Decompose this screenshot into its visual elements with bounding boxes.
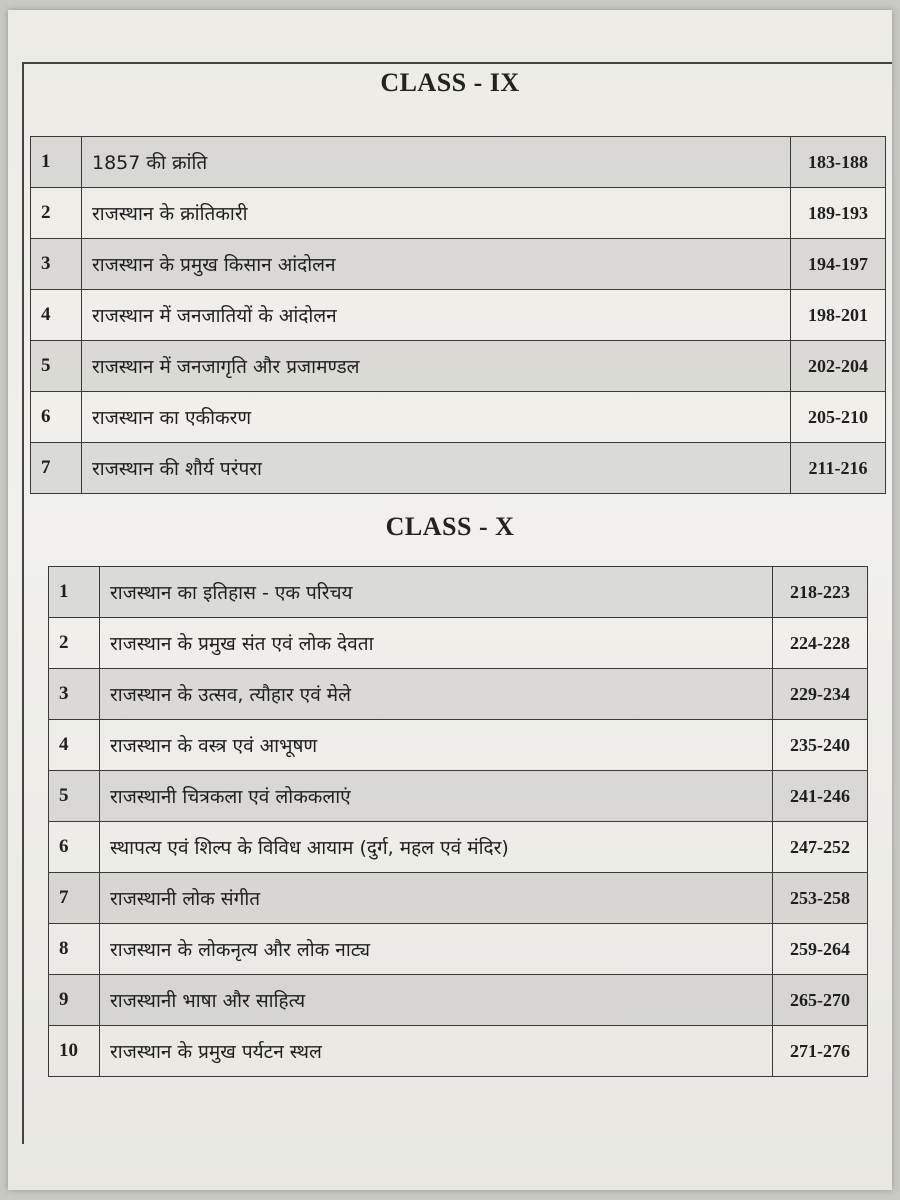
row-number: 6	[31, 392, 82, 443]
table-row	[31, 341, 886, 392]
class-x-table	[48, 566, 868, 1077]
table-row	[49, 669, 868, 720]
row-number: 7	[31, 443, 82, 494]
row-number: 1	[31, 137, 82, 188]
row-number: 2	[49, 618, 100, 669]
row-topic: राजस्थान का एकीकरण	[82, 392, 791, 443]
row-pages: 265-270	[773, 975, 868, 1026]
table-row	[49, 567, 868, 618]
row-number: 9	[49, 975, 100, 1026]
table-row	[31, 290, 886, 341]
row-pages: 241-246	[773, 771, 868, 822]
row-topic: राजस्थानी लोक संगीत	[100, 873, 773, 924]
row-pages: 253-258	[773, 873, 868, 924]
table-row	[31, 443, 886, 494]
row-pages: 189-193	[791, 188, 886, 239]
row-number: 6	[49, 822, 100, 873]
row-number: 4	[31, 290, 82, 341]
table-row	[49, 822, 868, 873]
row-pages: 202-204	[791, 341, 886, 392]
row-pages: 271-276	[773, 1026, 868, 1077]
row-number: 5	[49, 771, 100, 822]
row-pages: 198-201	[791, 290, 886, 341]
row-pages: 183-188	[791, 137, 886, 188]
row-number: 7	[49, 873, 100, 924]
row-topic: राजस्थान की शौर्य परंपरा	[82, 443, 791, 494]
row-number: 3	[31, 239, 82, 290]
row-topic: स्थापत्य एवं शिल्प के विविध आयाम (दुर्ग, महल एवं मंदिर)	[100, 822, 773, 873]
row-pages: 229-234	[773, 669, 868, 720]
table-row	[49, 720, 868, 771]
row-pages: 247-252	[773, 822, 868, 873]
table-row	[49, 924, 868, 975]
row-number: 5	[31, 341, 82, 392]
row-number: 2	[31, 188, 82, 239]
row-number: 1	[49, 567, 100, 618]
row-number: 3	[49, 669, 100, 720]
document-page	[8, 10, 892, 1190]
row-topic: राजस्थान के उत्सव, त्यौहार एवं मेले	[100, 669, 773, 720]
row-topic: 1857 की क्रांति	[82, 137, 791, 188]
row-topic: राजस्थान के प्रमुख पर्यटन स्थल	[100, 1026, 773, 1077]
table-row	[49, 1026, 868, 1077]
row-topic: राजस्थान के प्रमुख संत एवं लोक देवता	[100, 618, 773, 669]
row-pages: 224-228	[773, 618, 868, 669]
class-x-title: CLASS - X	[385, 512, 515, 541]
row-topic: राजस्थान का इतिहास - एक परिचय	[100, 567, 773, 618]
row-pages: 259-264	[773, 924, 868, 975]
class-ix-title: CLASS - IX	[380, 68, 520, 97]
row-number: 4	[49, 720, 100, 771]
row-number: 8	[49, 924, 100, 975]
row-topic: राजस्थान के प्रमुख किसान आंदोलन	[82, 239, 791, 290]
row-pages: 205-210	[791, 392, 886, 443]
row-topic: राजस्थानी चित्रकला एवं लोककलाएं	[100, 771, 773, 822]
row-topic: राजस्थान में जनजातियों के आंदोलन	[82, 290, 791, 341]
table-row	[49, 771, 868, 822]
row-topic: राजस्थानी भाषा और साहित्य	[100, 975, 773, 1026]
table-row	[49, 975, 868, 1026]
row-number: 10	[49, 1026, 100, 1077]
row-pages: 211-216	[791, 443, 886, 494]
row-topic: राजस्थान के वस्त्र एवं आभूषण	[100, 720, 773, 771]
table-row	[31, 239, 886, 290]
row-topic: राजस्थान में जनजागृति और प्रजामण्डल	[82, 341, 791, 392]
row-pages: 194-197	[791, 239, 886, 290]
class-ix-table	[30, 136, 886, 494]
table-row	[31, 188, 886, 239]
row-pages: 218-223	[773, 567, 868, 618]
row-topic: राजस्थान के क्रांतिकारी	[82, 188, 791, 239]
table-row	[49, 618, 868, 669]
row-pages: 235-240	[773, 720, 868, 771]
row-topic: राजस्थान के लोकनृत्य और लोक नाट्य	[100, 924, 773, 975]
table-row	[31, 137, 886, 188]
table-row	[31, 392, 886, 443]
table-row	[49, 873, 868, 924]
